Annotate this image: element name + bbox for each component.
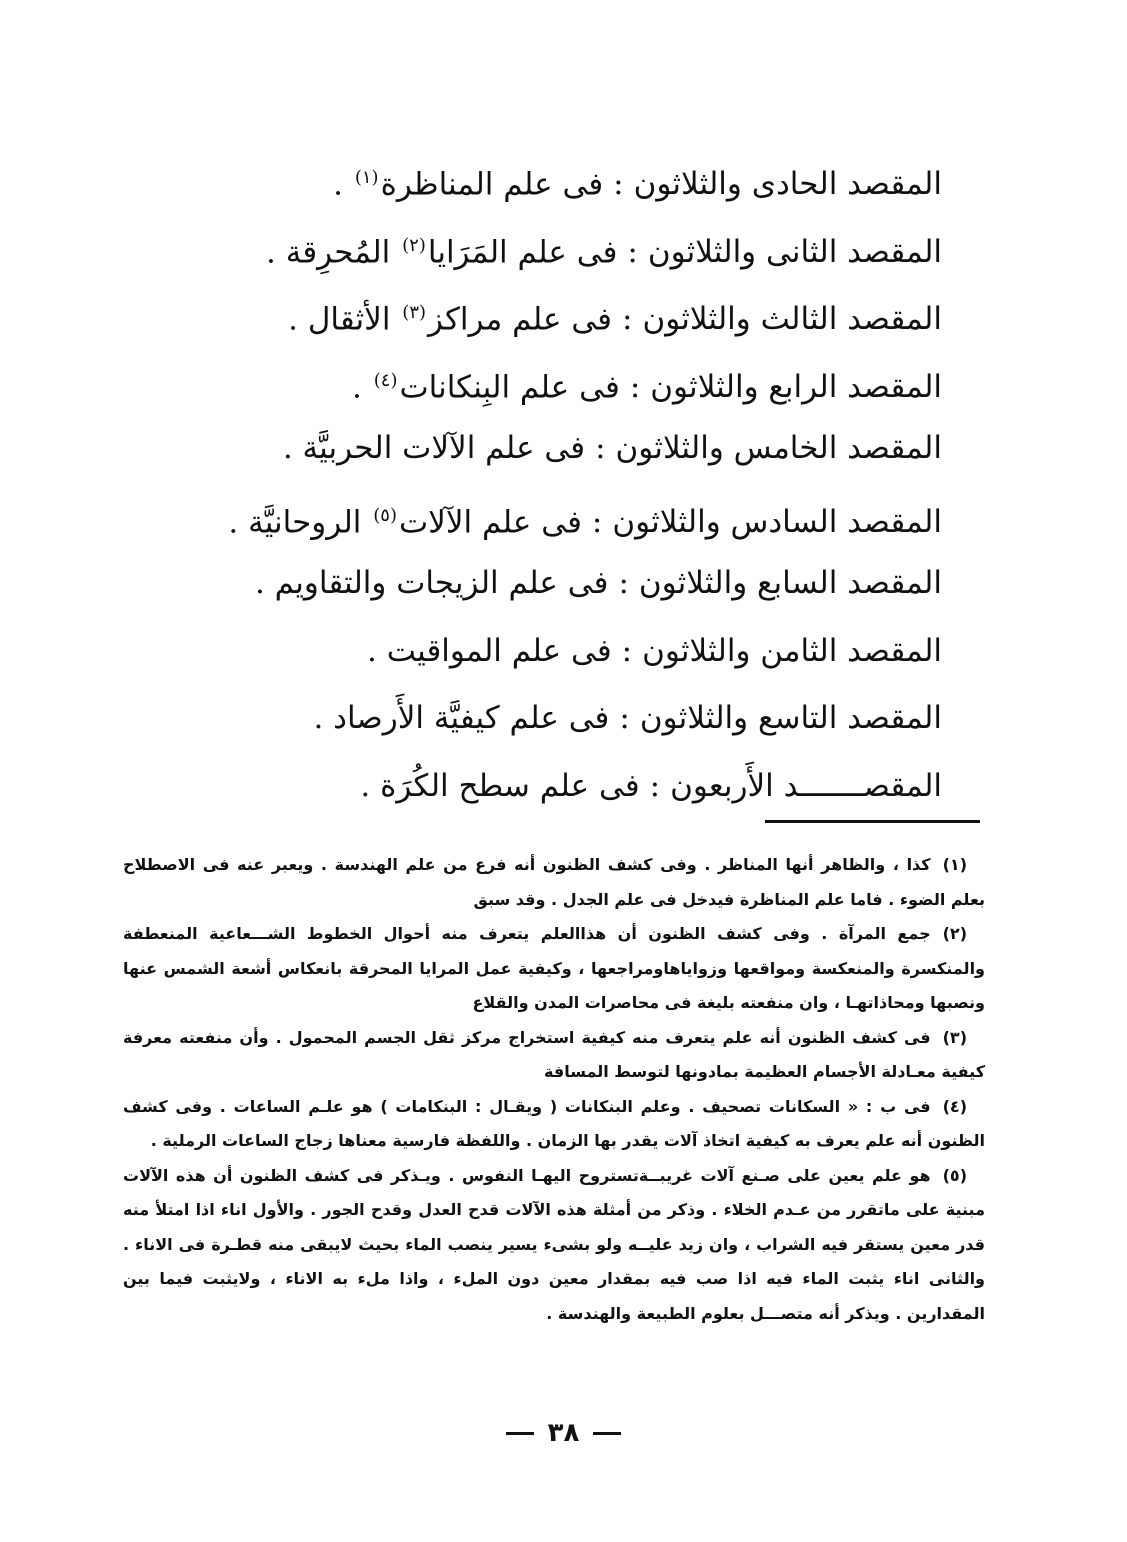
chapter-topic — [333, 148, 603, 214]
chapter-list — [182, 148, 942, 823]
page-number — [0, 1418, 1127, 1448]
footnote-number: (٤) — [942, 1096, 967, 1116]
chapter-topic — [255, 553, 609, 613]
chapter-label: المقصد الرابع والثلاثون — [650, 368, 942, 405]
topic-tail: المُحرِقة . — [266, 233, 401, 270]
colon-separator: : — [649, 767, 661, 804]
footnote-marker: (٢) — [402, 234, 426, 256]
topic-text: فى علم المواقيت . — [366, 632, 612, 669]
footnote-marker: (٣) — [402, 302, 427, 323]
footnote — [123, 1159, 985, 1332]
chapter-entry — [182, 351, 942, 419]
topic-text: فى علم الزيجات والتقاويم . — [254, 565, 609, 601]
chapter-entry — [182, 621, 942, 689]
chapter-topic — [367, 621, 612, 681]
topic-text: فى علم كيفيَّة الأَرصاد . — [313, 700, 610, 736]
chapter-topic — [352, 351, 620, 417]
footnote-number: (١) — [942, 855, 967, 874]
footnote — [123, 917, 985, 1021]
topic-text: فى علم المناظرة — [380, 166, 604, 203]
topic-tail: . — [333, 166, 353, 203]
footnote-text: كذا ، والظاهر أنها المناظر . وفى كشف الظنون أنه فرع من علم الهندسة . ويعبر عنه فى الاصطلاح بعلم الضوء . فاما علم المناظرة فيدخل فى علم الجدل . وقد سبق — [123, 855, 985, 909]
colon-separator: : — [621, 301, 633, 338]
chapter-entry — [182, 553, 942, 621]
footnote-number: (٢) — [942, 924, 967, 943]
colon-separator: : — [627, 233, 638, 270]
colon-separator: : — [595, 430, 606, 466]
footnote-text: فى كشف الظنون أنه علم يتعرف منه كيفية استخراج مركز ثقل الجسم المحمول . وأن منفعته معرفة كيفية معـادلة الأجسام العظيمة بمادونها لتوسط المسافة — [123, 1027, 985, 1081]
footnote-marker: (١) — [354, 167, 379, 188]
page-number-text: ٣٨ — [547, 1418, 580, 1448]
chapter-label: المقصد التاسع والثلاثون — [639, 700, 942, 736]
chapter-topic — [283, 418, 585, 478]
footnote — [123, 848, 985, 917]
footnote-text: هو علم يعين على صـنع آلات غريبــةتستروح اليهـا النفوس . ويـذكر فى كشف الظنون أن هذه الآلات مبنية على ماتقرر من عـدم الخلاء . وذكر من أمثلة هذه الآلات قدح العدل وقدح الجور . والأول اناء اذا امتلأ منه قدر معين يستقر فيه الشراب ، وان زيد عليــه ولو بشىء يسير ينصب الماء بحيث لايبقى منه قطـرة فى الاناء . والثانى اناء يثبت الماء فيه اذا صب فيه بمقدار معين دون الملء ، واذا ملء به الاناء ، ولايثبت فيما بين المقدارين . ويذكر أنه متصـــل بعلوم الطبيعة والهندسة . — [123, 1165, 985, 1323]
footnote — [123, 1021, 985, 1090]
footnote-separator — [765, 820, 980, 823]
footnote-text: جمع المرآة . وفى كشف الظنون أن هذاالعلم يتعرف منه أحوال الخطوط الشـــعاعية المنعطفة والمنكسرة والمنعكسة ومواقعها وزواياهاومراجعها ، وكيفية عمل المرايا المحرقة بانعكاس أشعة الشمس عنها ونصبها ومحاذاتهـا ، وان منفعته بليغة فى محاصرات المدن والقلاع — [123, 924, 985, 1012]
colon-separator: : — [591, 503, 603, 540]
chapter-entry — [182, 688, 942, 756]
chapter-topic — [266, 216, 617, 282]
colon-separator: : — [618, 565, 629, 601]
dash-left — [593, 1432, 621, 1435]
chapter-label: المقصد الثانى والثلاثون — [647, 233, 942, 270]
footnote-text: فى ب : « السكانات تصحيف . وعلم البنكانات ( ويقـال : البنكامات ) هو علـم الساعات . وفى كشف الظنون أنه علم يعرف به كيفية اتخاذ آلات يقدر بها الزمان . واللفظة فارسية معناها زجاج الساعات الرملية . — [123, 1096, 985, 1150]
chapter-label: المقصـــــــد الأَربعون — [670, 767, 942, 804]
dash-right — [506, 1432, 534, 1435]
chapter-entry — [182, 148, 942, 216]
chapter-topic — [288, 283, 612, 349]
chapter-topic — [313, 688, 609, 748]
footnote-number: (٥) — [942, 1165, 967, 1185]
chapter-label: المقصد السابع والثلاثون — [638, 565, 942, 601]
colon-separator: : — [629, 368, 641, 405]
chapter-label: المقصد الثالث والثلاثون — [642, 301, 942, 338]
footnote-marker: (٥) — [373, 504, 397, 526]
topic-tail: الأثقال . — [288, 301, 401, 338]
topic-text: فى علم الآلات الحربيَّة . — [282, 430, 586, 466]
colon-separator: : — [621, 632, 633, 669]
topic-text: فى علم المَرَايا — [427, 233, 618, 270]
topic-text: فى علم البِنكانات — [399, 368, 620, 405]
topic-text: فى علم الآلات — [399, 503, 582, 540]
chapter-entry — [182, 418, 942, 486]
chapter-entry — [182, 756, 942, 824]
chapter-entry — [182, 216, 942, 284]
chapter-entry — [182, 283, 942, 351]
topic-text: فى علم مراكز — [428, 301, 612, 338]
topic-text: فى علم سطح الكُرَة . — [360, 767, 640, 804]
colon-separator: : — [613, 166, 624, 203]
topic-tail: الروحانيَّة . — [228, 503, 372, 540]
footnote-marker: (٤) — [373, 369, 398, 391]
chapter-label: المقصد الحادى والثلاثون — [633, 166, 942, 203]
chapter-label: المقصد السادس والثلاثون — [612, 503, 942, 540]
topic-tail: . — [352, 368, 372, 405]
chapter-entry — [182, 486, 942, 554]
footnote-number: (٣) — [942, 1027, 967, 1047]
colon-separator: : — [619, 700, 630, 736]
chapter-label: المقصد الثامن والثلاثون — [642, 632, 942, 669]
chapter-topic — [360, 756, 639, 816]
footnote — [123, 1090, 985, 1159]
chapter-label: المقصد الخامس والثلاثون — [615, 430, 942, 466]
footnotes — [123, 848, 985, 1331]
chapter-topic — [228, 486, 582, 552]
